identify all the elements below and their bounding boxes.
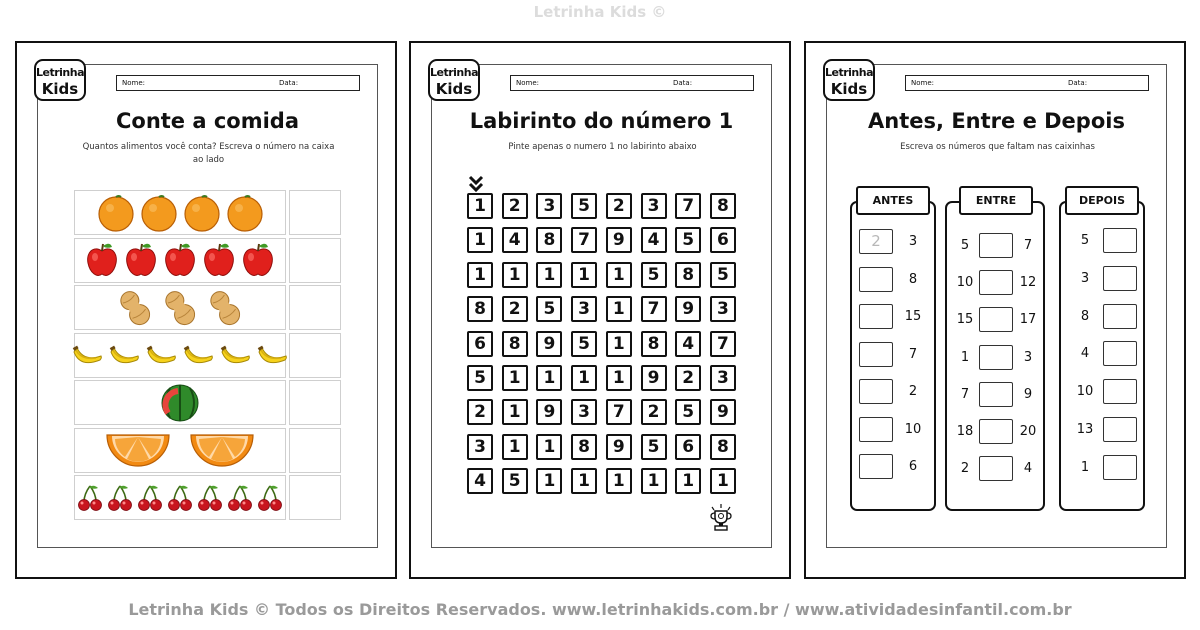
maze-cell[interactable]: 5 xyxy=(536,296,562,322)
maze-cell[interactable]: 1 xyxy=(571,262,597,288)
maze-cell[interactable]: 7 xyxy=(606,399,632,425)
logo-line1: Letrinha xyxy=(36,66,85,79)
maze-cell[interactable]: 8 xyxy=(710,434,736,460)
answer-box[interactable] xyxy=(289,475,341,520)
maze-cell[interactable]: 6 xyxy=(675,434,701,460)
banana-icon xyxy=(72,340,104,370)
maze-cell[interactable]: 3 xyxy=(710,365,736,391)
depois-answer-box[interactable] xyxy=(1103,379,1137,404)
maze-cell[interactable]: 5 xyxy=(502,468,528,494)
logo-line2: Kids xyxy=(830,80,868,98)
logo-line2: Kids xyxy=(41,80,79,98)
entre-answer-box[interactable] xyxy=(979,345,1013,370)
orange-icon xyxy=(226,194,264,232)
antes-answer-box[interactable] xyxy=(859,379,893,404)
maze-cell[interactable]: 3 xyxy=(710,296,736,322)
entre-second-number: 20 xyxy=(1019,424,1037,439)
maze-cell[interactable]: 9 xyxy=(536,331,562,357)
worksheet-maze xyxy=(409,41,791,579)
food-row-watermelon xyxy=(74,380,286,425)
depois-number: 8 xyxy=(1080,308,1090,324)
depois-number: 3 xyxy=(1080,270,1090,286)
maze-cell[interactable]: 1 xyxy=(536,468,562,494)
logo-line2: Kids xyxy=(435,80,473,98)
maze-cell[interactable]: 4 xyxy=(502,227,528,253)
maze-cell[interactable]: 4 xyxy=(641,227,667,253)
entre-second-number: 12 xyxy=(1019,275,1037,291)
copyright-footer: Letrinha Kids © Todos os Direitos Reservados. www.letrinhakids.com.br / www.atividadesinfantil.com.br xyxy=(128,600,1072,619)
maze-cell[interactable]: 9 xyxy=(675,296,701,322)
entre-first-number: 1 xyxy=(960,349,970,365)
maze-cell[interactable]: 8 xyxy=(467,296,493,322)
maze-cell[interactable]: 1 xyxy=(536,434,562,460)
entre-second-number: 4 xyxy=(1023,461,1033,477)
maze-cell[interactable]: 2 xyxy=(641,399,667,425)
maze-cell[interactable]: 8 xyxy=(571,434,597,460)
cherry-icon xyxy=(226,484,254,512)
banana-icon xyxy=(183,340,215,370)
maze-cell[interactable]: 8 xyxy=(641,331,667,357)
entre-first-number: 2 xyxy=(960,461,970,477)
orange-slice-icon xyxy=(189,431,255,469)
apple-icon xyxy=(85,241,119,279)
maze-cell[interactable]: 9 xyxy=(606,227,632,253)
antes-answer-box[interactable] xyxy=(859,454,893,479)
cherry-icon xyxy=(136,484,164,512)
double-chevron-down-icon xyxy=(468,175,484,193)
maze-cell[interactable]: 5 xyxy=(641,262,667,288)
food-row-banana xyxy=(74,333,286,378)
maze-cell[interactable]: 9 xyxy=(710,399,736,425)
peanut-icon xyxy=(160,289,200,327)
depois-number: 10 xyxy=(1076,384,1094,400)
depois-answer-box[interactable] xyxy=(1103,266,1137,291)
cherry-icon xyxy=(76,484,104,512)
maze-cell[interactable]: 9 xyxy=(641,365,667,391)
maze-cell[interactable]: 8 xyxy=(502,331,528,357)
maze-cell[interactable]: 3 xyxy=(571,296,597,322)
entre-first-number: 18 xyxy=(956,424,974,439)
maze-cell[interactable]: 7 xyxy=(710,331,736,357)
name-label: Nome: xyxy=(516,79,540,87)
entre-header: ENTRE xyxy=(959,186,1033,215)
maze-cell[interactable]: 7 xyxy=(641,296,667,322)
antes-number: 6 xyxy=(908,459,918,474)
antes-number: 3 xyxy=(908,234,918,249)
depois-answer-box[interactable] xyxy=(1103,228,1137,253)
banana-icon xyxy=(146,340,178,370)
maze-cell[interactable]: 8 xyxy=(536,227,562,253)
maze-cell[interactable]: 5 xyxy=(571,193,597,219)
maze-cell[interactable]: 1 xyxy=(502,365,528,391)
entre-answer-box[interactable] xyxy=(979,456,1013,481)
cherry-icon xyxy=(196,484,224,512)
maze-cell[interactable]: 2 xyxy=(502,193,528,219)
depois-answer-box[interactable] xyxy=(1103,417,1137,442)
maze-cell[interactable]: 3 xyxy=(536,193,562,219)
entre-first-number: 7 xyxy=(960,386,970,402)
letrinha-kids-logo xyxy=(428,59,480,101)
food-row-orange xyxy=(74,190,286,235)
antes-answer-box[interactable] xyxy=(859,417,893,442)
maze-cell[interactable]: 2 xyxy=(502,296,528,322)
maze-cell[interactable]: 1 xyxy=(606,262,632,288)
page-instructions: Quantos alimentos você conta? Escreva o número na caixa ao lado xyxy=(82,142,335,165)
maze-cell[interactable]: 1 xyxy=(467,227,493,253)
maze-cell[interactable]: 5 xyxy=(675,227,701,253)
trophy-icon xyxy=(706,503,736,533)
antes-number: 2 xyxy=(908,384,918,399)
maze-cell[interactable]: 1 xyxy=(606,296,632,322)
name-date-field[interactable] xyxy=(116,75,360,91)
name-date-field[interactable] xyxy=(510,75,754,91)
maze-cell[interactable]: 9 xyxy=(606,434,632,460)
depois-answer-box[interactable] xyxy=(1103,304,1137,329)
watermark-top: Letrinha Kids © xyxy=(533,3,667,21)
worksheet-inner-frame xyxy=(826,64,1167,548)
antes-answer-box[interactable]: 2 xyxy=(859,229,893,254)
maze-cell[interactable]: 6 xyxy=(467,331,493,357)
maze-cell[interactable]: 2 xyxy=(467,399,493,425)
date-label: Data: xyxy=(1068,79,1088,87)
maze-cell[interactable]: 1 xyxy=(536,262,562,288)
maze-cell[interactable]: 1 xyxy=(606,468,632,494)
apple-icon xyxy=(241,241,275,279)
antes-number: 10 xyxy=(904,421,922,437)
maze-cell[interactable]: 1 xyxy=(502,399,528,425)
maze-cell[interactable]: 5 xyxy=(641,434,667,460)
entre-first-number: 15 xyxy=(956,312,974,328)
maze-cell[interactable]: 3 xyxy=(467,434,493,460)
page-title: Antes, Entre e Depois xyxy=(868,109,1125,133)
food-row-apple xyxy=(74,238,286,283)
antes-header: ANTES xyxy=(856,186,930,215)
maze-cell[interactable]: 1 xyxy=(571,468,597,494)
depois-answer-box[interactable] xyxy=(1103,341,1137,366)
maze-cell[interactable]: 1 xyxy=(536,365,562,391)
maze-cell[interactable]: 5 xyxy=(710,262,736,288)
maze-cell[interactable]: 1 xyxy=(467,193,493,219)
maze-cell[interactable]: 4 xyxy=(467,468,493,494)
maze-cell[interactable]: 5 xyxy=(467,365,493,391)
entre-second-number: 3 xyxy=(1023,349,1033,365)
antes-answer-box[interactable] xyxy=(859,267,893,292)
letrinha-kids-logo xyxy=(823,59,875,101)
entre-second-number: 9 xyxy=(1023,386,1033,402)
answer-box[interactable] xyxy=(289,380,341,425)
name-label: Nome: xyxy=(122,79,146,87)
name-label: Nome: xyxy=(911,79,935,87)
antes-answer-box[interactable] xyxy=(859,342,893,367)
food-row-cherry xyxy=(74,475,286,520)
apple-icon xyxy=(202,241,236,279)
maze-cell[interactable]: 4 xyxy=(675,331,701,357)
banana-icon xyxy=(109,340,141,370)
depois-answer-box[interactable] xyxy=(1103,455,1137,480)
maze-cell[interactable]: 1 xyxy=(502,262,528,288)
maze-cell[interactable]: 8 xyxy=(710,193,736,219)
apple-icon xyxy=(124,241,158,279)
peanut-icon xyxy=(205,289,245,327)
antes-answer-box[interactable] xyxy=(859,304,893,329)
maze-cell[interactable]: 6 xyxy=(710,227,736,253)
food-row-peanut xyxy=(74,285,286,330)
maze-cell[interactable]: 2 xyxy=(675,365,701,391)
entre-answer-box[interactable] xyxy=(979,270,1013,295)
cherry-icon xyxy=(106,484,134,512)
answer-box[interactable] xyxy=(289,428,341,473)
maze-cell[interactable]: 1 xyxy=(467,262,493,288)
date-label: Data: xyxy=(673,79,693,87)
antes-number: 7 xyxy=(908,346,918,362)
page-instructions: Pinte apenas o numero 1 no labirinto abaixo xyxy=(508,142,697,152)
entre-first-number: 5 xyxy=(960,238,970,253)
entre-answer-box[interactable] xyxy=(979,382,1013,407)
maze-cell[interactable]: 1 xyxy=(606,365,632,391)
worksheet-inner-frame xyxy=(431,64,772,548)
entre-second-number: 17 xyxy=(1019,312,1037,328)
entre-first-number: 10 xyxy=(956,275,974,291)
maze-cell[interactable]: 2 xyxy=(606,193,632,219)
maze-cell[interactable]: 1 xyxy=(571,365,597,391)
maze-cell[interactable]: 7 xyxy=(571,227,597,253)
entre-second-number: 7 xyxy=(1023,238,1033,253)
banana-icon xyxy=(257,340,289,370)
page-title: Labirinto do número 1 xyxy=(469,109,734,133)
page-instructions: Escreva os números que faltam nas caixinhas xyxy=(900,142,1095,152)
peanut-icon xyxy=(115,289,155,327)
maze-cell[interactable]: 9 xyxy=(536,399,562,425)
answer-box[interactable] xyxy=(289,333,341,378)
worksheet-before-between-after xyxy=(804,41,1186,579)
answer-box[interactable] xyxy=(289,190,341,235)
maze-cell[interactable]: 5 xyxy=(675,399,701,425)
food-row-orange-slice xyxy=(74,428,286,473)
depois-number: 4 xyxy=(1080,346,1090,362)
apple-icon xyxy=(163,241,197,279)
worksheet-count-food xyxy=(15,41,397,579)
orange-icon xyxy=(97,194,135,232)
name-date-field[interactable] xyxy=(905,75,1149,91)
logo-line1: Letrinha xyxy=(825,66,874,79)
maze-cell[interactable]: 3 xyxy=(571,399,597,425)
watermelon-icon xyxy=(160,383,200,423)
entre-answer-box[interactable] xyxy=(979,233,1013,258)
cherry-icon xyxy=(256,484,284,512)
depois-number: 5 xyxy=(1080,233,1090,248)
depois-number: 13 xyxy=(1076,422,1094,437)
maze-cell[interactable]: 1 xyxy=(675,468,701,494)
letrinha-kids-logo xyxy=(34,59,86,101)
maze-cell[interactable]: 1 xyxy=(606,331,632,357)
antes-number: 15 xyxy=(904,309,922,324)
maze-cell[interactable]: 1 xyxy=(502,434,528,460)
logo-line1: Letrinha xyxy=(430,66,479,79)
antes-number: 8 xyxy=(908,271,918,287)
cherry-icon xyxy=(166,484,194,512)
depois-number: 1 xyxy=(1080,459,1090,475)
answer-box[interactable] xyxy=(289,285,341,330)
maze-cell[interactable]: 1 xyxy=(710,468,736,494)
maze-cell[interactable]: 3 xyxy=(641,193,667,219)
answer-box[interactable] xyxy=(289,238,341,283)
banana-icon xyxy=(220,340,252,370)
entre-answer-box[interactable] xyxy=(979,307,1013,332)
depois-header: DEPOIS xyxy=(1065,186,1139,215)
maze-cell[interactable]: 8 xyxy=(675,262,701,288)
orange-icon xyxy=(183,194,221,232)
page-title: Conte a comida xyxy=(115,109,300,133)
maze-cell[interactable]: 5 xyxy=(571,331,597,357)
maze-cell[interactable]: 7 xyxy=(675,193,701,219)
date-label: Data: xyxy=(279,79,299,87)
entre-answer-box[interactable] xyxy=(979,419,1013,444)
orange-slice-icon xyxy=(105,431,171,469)
maze-cell[interactable]: 1 xyxy=(641,468,667,494)
orange-icon xyxy=(140,194,178,232)
worksheet-inner-frame xyxy=(37,64,378,548)
